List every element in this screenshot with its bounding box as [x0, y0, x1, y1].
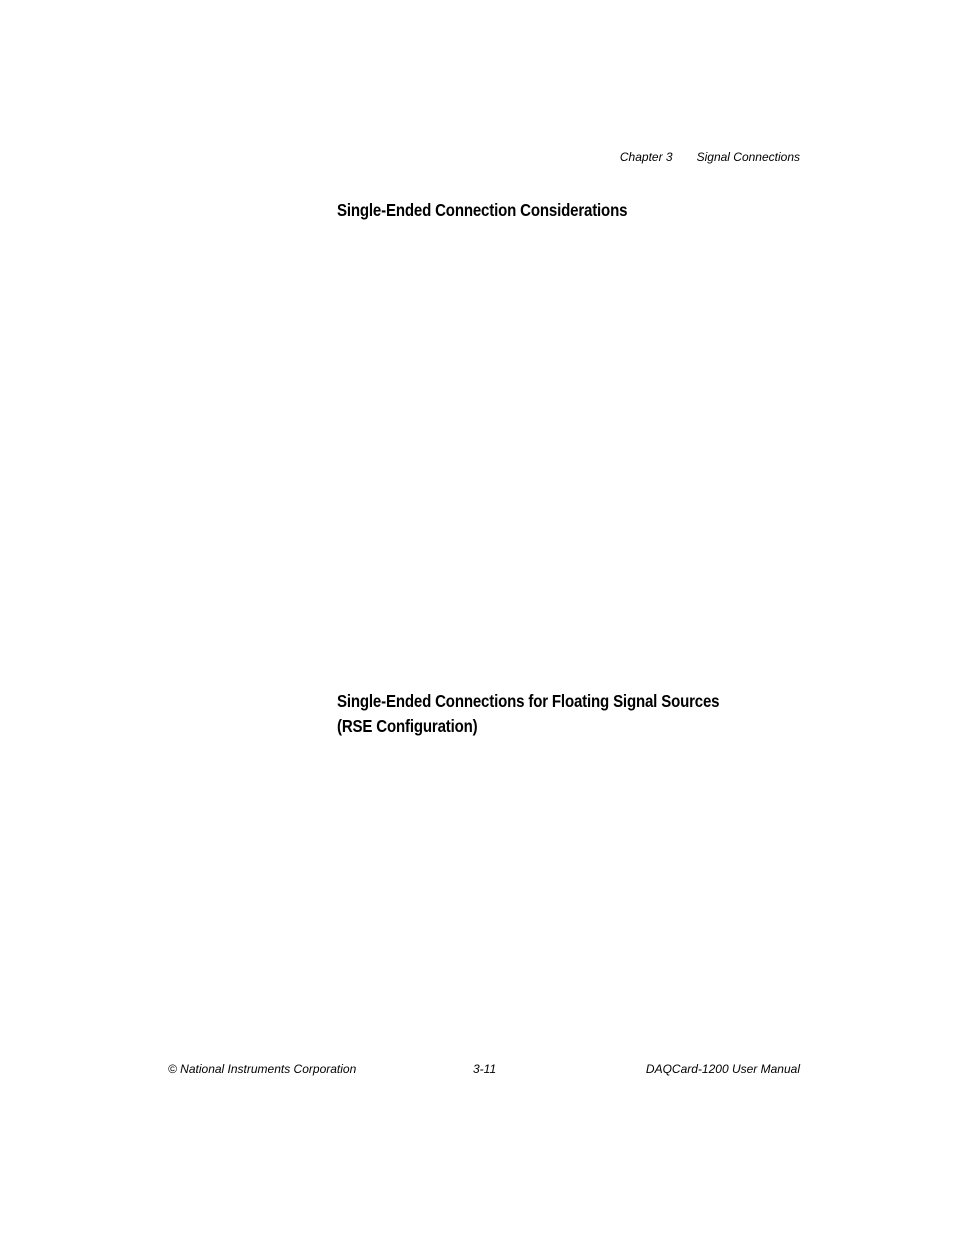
section-heading-single-ended-considerations: Single-Ended Connection Considerations	[337, 200, 628, 220]
page-number: 3-11	[473, 1062, 497, 1076]
section-heading-rse-configuration	[337, 689, 719, 739]
footer-copyright: © National Instruments Corporation	[168, 1062, 357, 1076]
footer-manual-title: DAQCard-1200 User Manual	[645, 1062, 800, 1076]
running-header	[620, 150, 800, 164]
heading-line: Single-Ended Connections for Floating Signal Sources	[337, 691, 720, 711]
section-title: Signal Connections	[696, 150, 800, 164]
heading-line: (RSE Configuration)	[337, 716, 478, 736]
chapter-label: Chapter 3	[619, 150, 673, 164]
